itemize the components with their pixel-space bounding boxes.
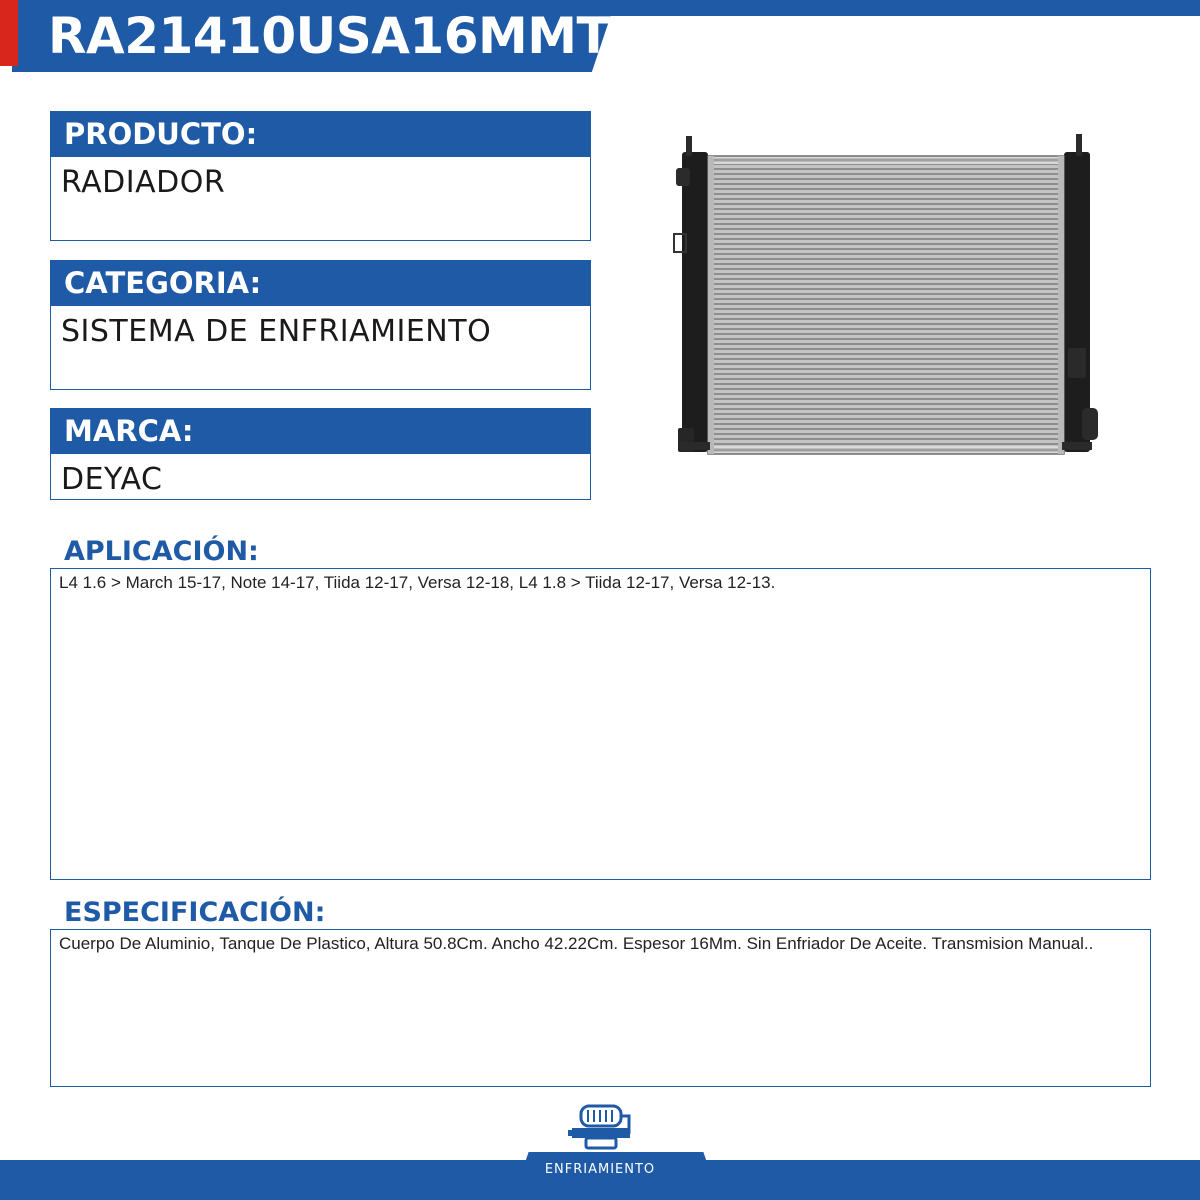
product-box bbox=[50, 111, 591, 241]
application-box bbox=[50, 568, 1151, 880]
brand-box bbox=[50, 408, 591, 500]
category-label: CATEGORIA: bbox=[50, 260, 591, 306]
part-number-title: RA21410USA16MMTM bbox=[48, 7, 660, 65]
red-accent-tab bbox=[0, 0, 18, 66]
footer-category-label: ENFRIAMIENTO bbox=[544, 1162, 656, 1177]
radiator-product-image bbox=[672, 128, 1102, 464]
product-value: RADIADOR bbox=[50, 157, 591, 241]
brand-label: MARCA: bbox=[50, 408, 591, 454]
category-value: SISTEMA DE ENFRIAMIENTO bbox=[50, 306, 591, 390]
product-label: PRODUCTO: bbox=[50, 111, 591, 157]
specification-title: ESPECIFICACIÓN: bbox=[64, 897, 326, 928]
category-box bbox=[50, 260, 591, 390]
brand-value: DEYAC bbox=[50, 454, 591, 500]
engine-cooling-icon bbox=[566, 1102, 636, 1150]
application-text: L4 1.6 > March 15-17, Note 14-17, Tiida 12-17, Versa 12-18, L4 1.8 > Tiida 12-17, Versa 12-13. bbox=[59, 573, 776, 592]
specification-text: Cuerpo De Aluminio, Tanque De Plastico, Altura 50.8Cm. Ancho 42.22Cm. Espesor 16Mm. Sin Enfriador De Aceite. Transmision Manual.. bbox=[59, 934, 1094, 953]
specification-box bbox=[50, 929, 1151, 1087]
application-title: APLICACIÓN: bbox=[64, 536, 259, 567]
